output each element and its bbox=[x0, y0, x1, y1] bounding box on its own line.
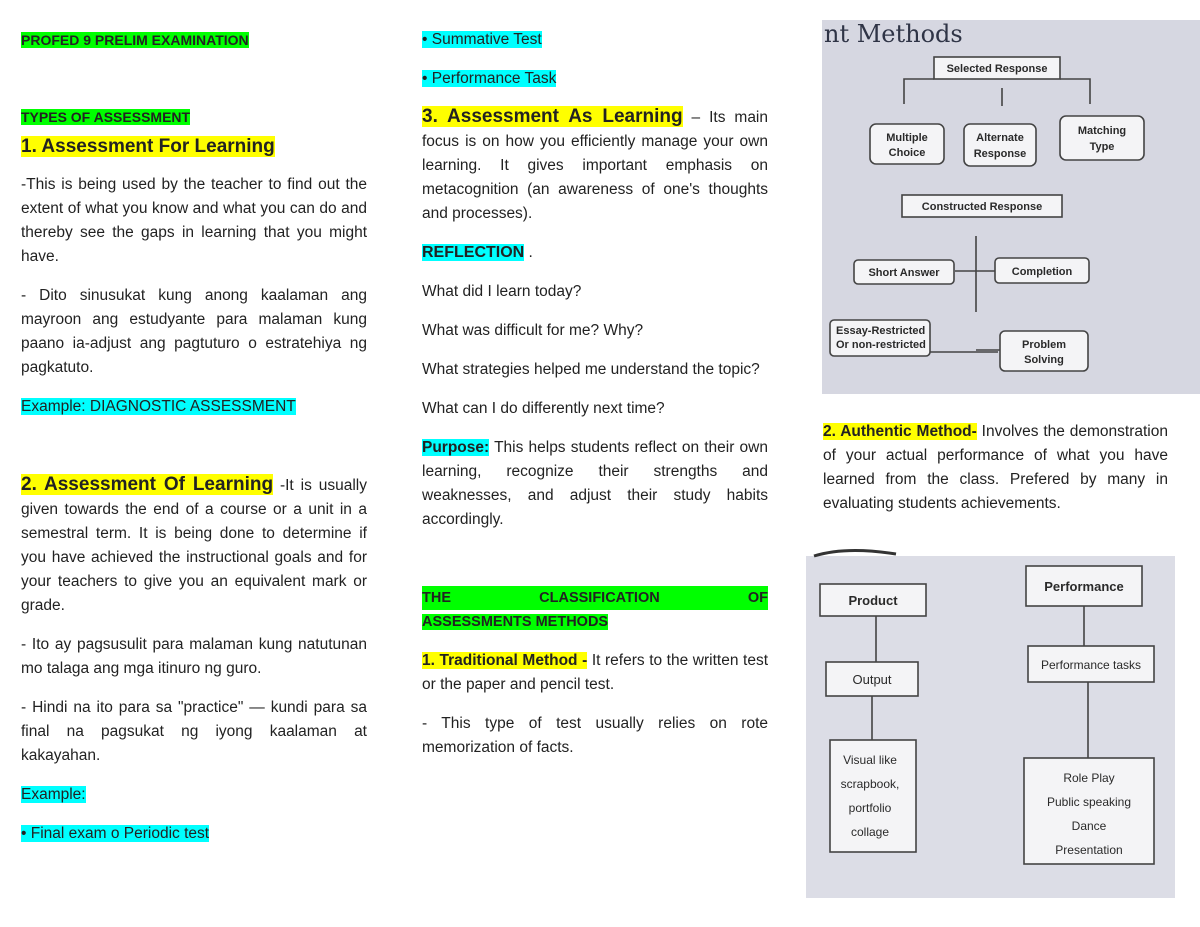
bullet-performance-task: • Performance Task bbox=[422, 70, 557, 87]
problem-solving-label-2: Solving bbox=[1024, 354, 1064, 366]
matching-type-label-2: Type bbox=[1089, 141, 1115, 153]
output-label: Output bbox=[852, 672, 892, 687]
authentic-label: 2. Authentic Method- bbox=[823, 423, 977, 440]
bullet-summative-test: • Summative Test bbox=[422, 31, 542, 48]
aol-paragraph-3: - Hindi na ito para sa "practice" — kundi para sa final na pagsukat ng iyong kaalaman at kakayahan. bbox=[21, 699, 367, 764]
performance-label: Performance bbox=[1044, 579, 1124, 594]
multiple-choice-label-2: Choice bbox=[888, 147, 926, 159]
aol-heading: 2. Assessment Of Learning bbox=[21, 474, 274, 495]
alternate-response-label-2: Response bbox=[973, 148, 1027, 160]
matching-type-box bbox=[1060, 116, 1144, 160]
problem-solving-label-1: Problem bbox=[1021, 339, 1067, 351]
aol-paragraph-1 bbox=[21, 473, 367, 618]
classification-heading bbox=[422, 586, 768, 634]
visual-label-4: collage bbox=[850, 825, 890, 839]
essay-label-1: Essay-Restricted bbox=[836, 325, 926, 337]
classification-heading-line-2: ASSESSMENTS METHODS bbox=[422, 614, 609, 630]
column-2 bbox=[422, 28, 768, 760]
visual-label-1: Visual like bbox=[843, 753, 897, 767]
matching-type-label-1: Matching bbox=[1077, 125, 1127, 137]
purpose-label: Purpose: bbox=[422, 439, 490, 456]
performance-tasks-label: Performance tasks bbox=[1040, 658, 1142, 672]
aol-paragraph-2: - Ito ay pagsusulit para malaman kung natutunan mo talaga ang mga itinuro ng guro. bbox=[21, 636, 367, 677]
authentic-paragraph bbox=[823, 420, 1168, 516]
essay-label-2: Or non-restricted bbox=[836, 339, 926, 351]
traditional-methods-diagram-photo bbox=[822, 20, 1200, 394]
authentic-text: Involves the demonstration of your actual performance of what you have learned from the class. Prefered by many in evaluating students achievements. bbox=[823, 423, 1168, 512]
visual-label-2: scrapbook, bbox=[840, 777, 900, 791]
aal-heading: 3. Assessment As Learning bbox=[422, 106, 683, 127]
diagram-title: nt Methods bbox=[824, 20, 963, 48]
reflection-question-2: What was difficult for me? Why? bbox=[422, 322, 644, 339]
aol-example: Example: bbox=[21, 786, 86, 803]
aal-paragraph-text: – Its main focus is on how you efficiently manage your own learning. It gives important emphasis on metacognition (an awareness of one's thoughts and processes). bbox=[422, 109, 768, 222]
exam-title: PROFED 9 PRELIM EXAMINATION bbox=[21, 32, 249, 48]
classification-heading-line-1: THE CLASSIFICATION OF bbox=[422, 590, 768, 606]
traditional-paragraph bbox=[422, 649, 768, 697]
aol-bullet-final-exam: • Final exam o Periodic test bbox=[21, 825, 210, 842]
reflection-question-1: What did I learn today? bbox=[422, 283, 582, 300]
traditional-label: 1. Traditional Method - bbox=[422, 652, 588, 669]
visual-label-3: portfolio bbox=[848, 801, 892, 815]
authentic-methods-diagram-photo bbox=[806, 544, 1175, 898]
traditional-methods-diagram bbox=[822, 20, 1200, 394]
reflection-question-3: What strategies helped me understand the topic? bbox=[422, 361, 760, 378]
afl-heading: 1. Assessment For Learning bbox=[21, 136, 275, 157]
aal-paragraph bbox=[422, 105, 768, 226]
aol-paragraph-1-text: -It is usually given towards the end of a course or a unit in a semestral term. It is being done to determine if you have achieved the instructional goals and for your teachers to give you an equivalent mark or grade. bbox=[21, 477, 367, 614]
constructed-response-label: Constructed Response bbox=[921, 201, 1043, 213]
product-label: Product bbox=[848, 593, 898, 608]
reflection-dot: . bbox=[524, 244, 533, 261]
types-heading: TYPES OF ASSESSMENT bbox=[21, 109, 191, 125]
afl-paragraph-2: - Dito sinusukat kung anong kaalaman ang mayroon ang estudyante para malaman kung paano ia-adjust ang pagtuturo o estratehiya ng pagkatuto. bbox=[21, 287, 367, 376]
reflection-heading: REFLECTION bbox=[422, 244, 525, 261]
authentic-methods-diagram bbox=[806, 544, 1175, 898]
column-1 bbox=[21, 28, 367, 846]
role-play-label-3: Dance bbox=[1071, 819, 1107, 833]
afl-example: Example: DIAGNOSTIC ASSESSMENT bbox=[21, 398, 296, 415]
alternate-response-label-1: Alternate bbox=[976, 132, 1024, 144]
selected-response-label: Selected Response bbox=[946, 63, 1048, 75]
afl-paragraph-1: -This is being used by the teacher to find out the extent of what you know and what you can do and thereby see the gaps in learning that you might have. bbox=[21, 176, 367, 265]
traditional-paragraph-2: - This type of test usually relies on rote memorization of facts. bbox=[422, 715, 768, 756]
purpose-paragraph bbox=[422, 436, 768, 532]
reflection-question-4: What can I do differently next time? bbox=[422, 400, 665, 417]
completion-label: Completion bbox=[1011, 266, 1073, 278]
role-play-label-4: Presentation bbox=[1055, 843, 1123, 857]
traditional-text: It refers to the written test or the paper and pencil test. bbox=[422, 652, 768, 693]
role-play-label-1: Role Play bbox=[1063, 771, 1115, 785]
purpose-text: This helps students reflect on their own learning, recognize their strengths and weaknesses, and adjust their study habits accordingly. bbox=[422, 439, 768, 528]
short-answer-label: Short Answer bbox=[868, 267, 940, 279]
multiple-choice-label-1: Multiple bbox=[886, 132, 928, 144]
role-play-label-2: Public speaking bbox=[1046, 795, 1132, 809]
